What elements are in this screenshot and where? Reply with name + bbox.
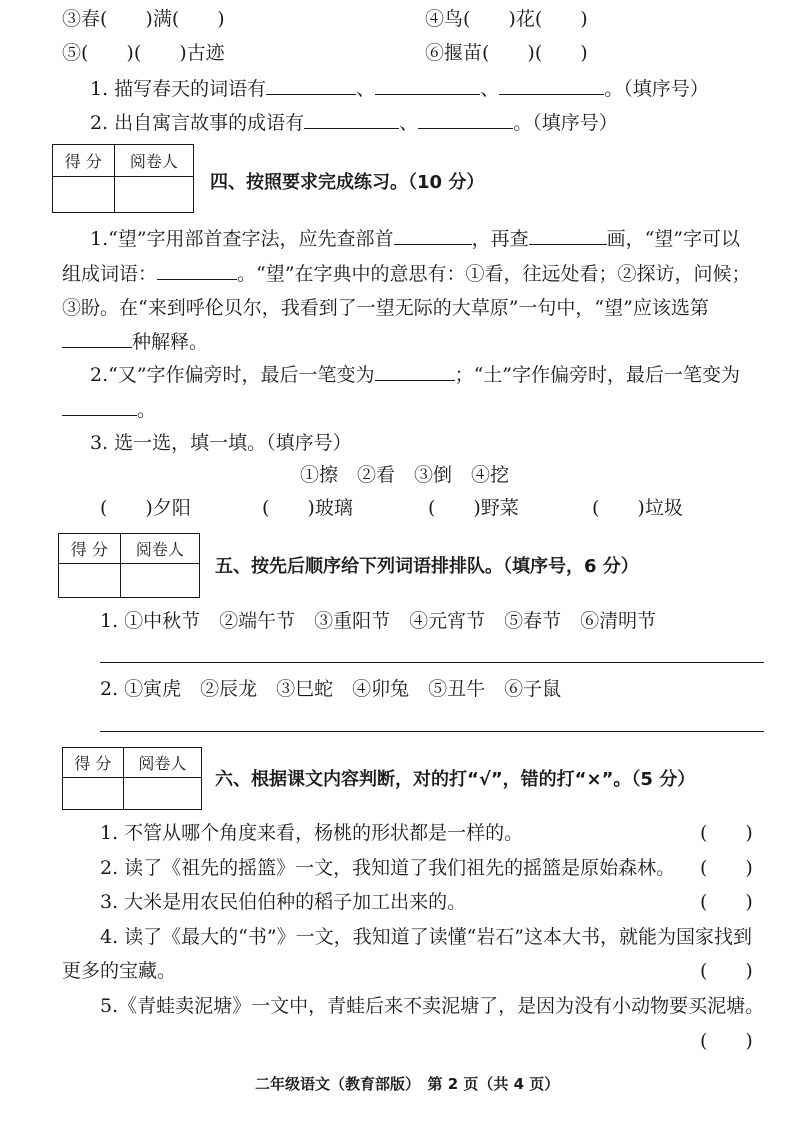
answer-blank[interactable] [266,76,356,95]
separator: 、 [399,112,419,134]
q1-text-d: 组成词语： [62,263,158,285]
separator: 、 [356,78,376,100]
judge-item-4-cont: 更多的宝藏。 [62,960,177,982]
judge-paren-1[interactable]: ( ) [700,822,753,844]
answer-blank[interactable] [375,362,455,381]
question-text: 2. 出自寓言故事的成语有 [90,112,305,134]
score-box-section-6 [62,747,202,810]
q1-text-c: 画，“望”字可以 [606,228,741,250]
judge-item-2: 2. 读了《祖先的摇篮》一文，我知道了我们祖先的摇篮是原始森林。 [100,857,676,879]
judge-paren-5[interactable]: ( ) [700,1030,753,1052]
section-4-q1-line1 [90,226,740,252]
q1-text-e: 。“望”在字典中的意思有：①看，往远处看；②探访，问候； [237,263,751,285]
reviewer-label: 阅卷人 [123,748,201,778]
score-cell[interactable] [63,778,124,810]
judge-paren-4[interactable]: ( ) [700,960,753,982]
section-4-q1-line3: ③盼。在“来到呼伦贝尔，我看到了一望无际的大草原”一句中，“望”应该选第 [62,297,709,319]
q1-text-b: ，再查 [471,228,529,250]
section-5-q2: 2. ①寅虎 ②辰龙 ③巳蛇 ④卯兔 ⑤丑牛 ⑥子鼠 [100,678,562,700]
blank-glass[interactable]: ( )玻璃 [262,497,353,519]
judge-paren-3[interactable]: ( ) [700,891,753,913]
answer-blank[interactable] [375,76,480,95]
section-6-title: 六、根据课文内容判断，对的打“√”，错的打“×”。（5 分） [215,769,696,790]
score-label: 得 分 [63,748,124,778]
answer-blank[interactable] [529,226,607,245]
question-3-2 [90,110,618,136]
answer-line[interactable] [100,662,764,663]
score-box-section-4 [52,144,194,213]
fill-item-4[interactable]: ④鸟( )花( ) [425,8,588,30]
judge-item-4: 4. 读了《最大的“书”》一文，我知道了读懂“岩石”这本大书，就能为国家找到 [100,926,753,948]
fill-item-5[interactable]: ⑤( )( )古迹 [62,42,225,64]
fill-item-6[interactable]: ⑥揠苗( )( ) [425,42,588,64]
q2-text-a: 2.“又”字作偏旁时，最后一笔变为 [90,364,375,386]
reviewer-cell[interactable] [114,177,193,213]
answer-blank[interactable] [157,261,237,280]
answer-blank[interactable] [304,110,399,129]
blank-wild-greens[interactable]: ( )野菜 [428,497,519,519]
answer-blank[interactable] [394,226,472,245]
answer-blank[interactable] [418,110,513,129]
page-footer: 二年级语文（教育部版） 第 2 页（共 4 页） [255,1075,560,1093]
score-label: 得 分 [53,145,115,177]
q2-text-c: 。 [137,399,157,421]
section-4-q2-line2 [62,397,156,423]
score-cell[interactable] [59,564,121,598]
answer-blank[interactable] [62,397,137,416]
section-4-q1-line4 [62,329,208,355]
reviewer-cell[interactable] [120,564,199,598]
score-cell[interactable] [53,177,115,213]
reviewer-cell[interactable] [123,778,201,810]
q1-text-a: 1.“望”字用部首查字法，应先查部首 [90,228,394,250]
answer-line[interactable] [100,731,764,732]
judge-paren-2[interactable]: ( ) [700,857,753,879]
question-tail: 。（填序号） [604,78,709,100]
q2-text-b: ；“土”字作偏旁时，最后一笔变为 [454,364,740,386]
answer-blank[interactable] [499,76,604,95]
answer-blank[interactable] [62,329,132,348]
separator: 、 [480,78,500,100]
section-5-q1: 1. ①中秋节 ②端午节 ③重阳节 ④元宵节 ⑤春节 ⑥清明节 [100,610,657,632]
reviewer-label: 阅卷人 [114,145,193,177]
fill-item-3[interactable]: ③春( )满( ) [62,8,225,30]
q1-text-g: 种解释。 [132,331,209,353]
score-label: 得 分 [59,534,121,564]
judge-item-5: 5.《青蛙卖泥塘》一文中，青蛙后来不卖泥塘了，是因为没有小动物要买泥塘。 [100,995,765,1017]
question-3-1 [90,76,709,102]
section-4-q3-title: 3. 选一选，填一填。（填序号） [90,432,352,454]
question-tail: 。（填序号） [513,112,618,134]
score-box-section-5 [58,533,200,598]
section-4-q1-line2 [62,261,750,287]
section-4-q2-line1 [90,362,740,388]
section-4-q3-options: ①擦 ②看 ③倒 ④挖 [300,464,510,486]
judge-item-1: 1. 不管从哪个角度来看，杨桃的形状都是一样的。 [100,822,524,844]
reviewer-label: 阅卷人 [120,534,199,564]
section-4-title: 四、按照要求完成练习。（10 分） [210,172,485,193]
judge-item-3: 3. 大米是用农民伯伯种的稻子加工出来的。 [100,891,467,913]
blank-sunset[interactable]: ( )夕阳 [100,497,191,519]
section-5-title: 五、按先后顺序给下列词语排排队。（填序号，6 分） [215,556,639,577]
blank-garbage[interactable]: ( )垃圾 [592,497,683,519]
question-text: 1. 描写春天的词语有 [90,78,267,100]
